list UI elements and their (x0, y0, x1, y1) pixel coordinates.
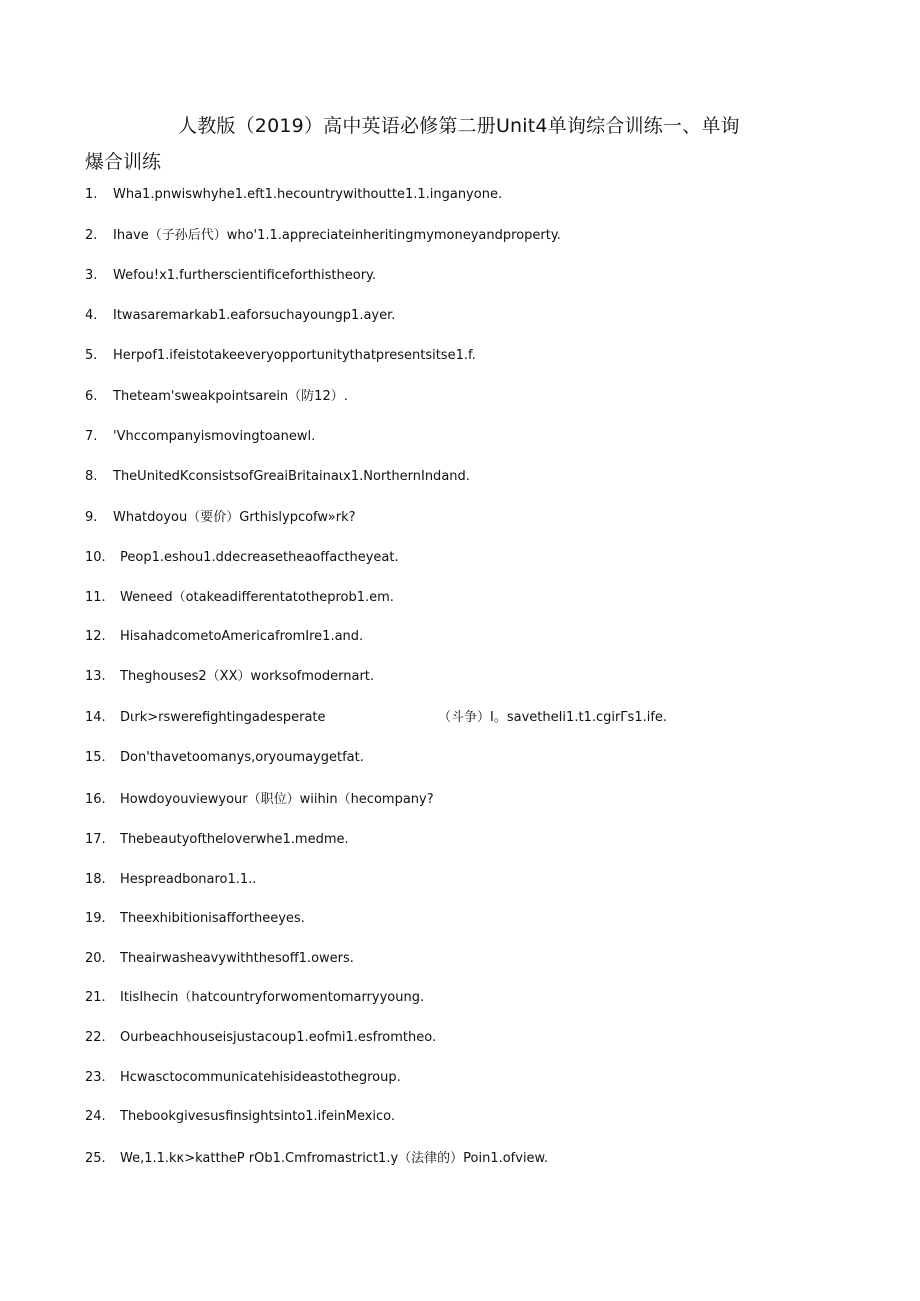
exercise-item (0, 226, 920, 246)
item-number: 4. (85, 308, 98, 323)
item-text: Thebookgivesusfinsightsinto1.ifeinMexico. (120, 1109, 396, 1124)
item-text: ItisIhecin（hatcountryforwomentomarryyoung. (120, 990, 425, 1005)
exercise-item (0, 1149, 920, 1169)
exercise-item (0, 185, 920, 205)
exercise-item (0, 988, 920, 1008)
item-text: Itwasaremarkab1.eaforsuchayoungp1.ayer. (113, 308, 396, 323)
exercise-item (0, 1028, 920, 1048)
item-number: 16. (85, 792, 106, 807)
item-text: Wha1.pnwiswhyhe1.eft1.hecountrywithoutte1.1.inganyone. (113, 187, 503, 202)
item-number: 22. (85, 1030, 106, 1045)
item-text: Wefou!x1.furtherscientificeforthistheory. (113, 268, 377, 283)
exercise-item (0, 627, 920, 647)
item-number: 9. (85, 510, 98, 525)
exercise-item (0, 667, 920, 687)
item-text: Weneed（otakeadifferentatotheprob1.em. (120, 590, 394, 605)
item-number: 20. (85, 951, 106, 966)
item-text: Don'thavetoomanys,oryoumaygetfat. (120, 750, 364, 765)
exercise-item (0, 1068, 920, 1088)
item-number: 13. (85, 669, 106, 684)
exercise-item (0, 708, 920, 728)
exercise-item (0, 266, 920, 286)
item-text: Whatdoyou（要价）Grthislypcofw»rk? (113, 510, 356, 525)
item-number: 17. (85, 832, 106, 847)
item-text: We,1.1.kκ>kattheP rOb1.Cmfromastrict1.y（法律的）Poin1.ofview. (120, 1151, 549, 1166)
exercise-item (0, 748, 920, 768)
item-number: 12. (85, 629, 106, 644)
item-text: Thebeautyoftheloverwhe1.medme. (120, 832, 349, 847)
item-text: Howdoyouviewyour（职位）wiihin（hecompany? (120, 792, 434, 807)
item-text: Theghouses2（XX）worksofmodernart. (120, 669, 375, 684)
item-text: Ihave（子孙后代）who'1.1.appreciateinheritingmymoneyandproperty. (113, 228, 561, 243)
item-text: Dιrk>rswerefightingadesperate (120, 710, 326, 725)
item-number: 3. (85, 268, 98, 283)
item-text: 'Vhccompanyismovingtoanewl. (113, 429, 316, 444)
exercise-item (0, 1107, 920, 1127)
item-number: 24. (85, 1109, 106, 1124)
item-number: 5. (85, 348, 98, 363)
exercise-item (0, 870, 920, 890)
item-number: 6. (85, 389, 98, 404)
exercise-item (0, 830, 920, 850)
item-text-after-blank: （斗争）I。savetheIi1.t1.cgirΓs1.ife. (438, 710, 668, 725)
exercise-item (0, 909, 920, 929)
document-title-continued: 爆合训练 (85, 151, 162, 173)
exercise-item (0, 346, 920, 366)
exercise-item (0, 508, 920, 528)
exercise-item (0, 790, 920, 810)
exercise-item (0, 427, 920, 447)
item-number: 14. (85, 710, 106, 725)
item-text: TheUnitedKconsistsofGreaiBritainaιx1.NorthernIndand. (113, 469, 470, 484)
item-number: 1. (85, 187, 98, 202)
exercise-item (0, 306, 920, 326)
item-number: 11. (85, 590, 106, 605)
item-text: Theairwasheavywiththesoff1.owers. (120, 951, 354, 966)
item-text: HisahadcometoAmericafromIre1.and. (120, 629, 364, 644)
item-text: Peop1.eshou1.ddecreasetheaoffactheyeat. (120, 550, 399, 565)
item-number: 23. (85, 1070, 106, 1085)
item-text: Theexhibitionisaffortheeyes. (120, 911, 305, 926)
exercise-item (0, 588, 920, 608)
item-number: 10. (85, 550, 106, 565)
item-number: 25. (85, 1151, 106, 1166)
item-text: Ourbeachhouseisjustacoup1.eofmi1.esfromtheo. (120, 1030, 437, 1045)
exercise-item (0, 467, 920, 487)
item-number: 8. (85, 469, 98, 484)
exercise-item (0, 949, 920, 969)
item-text: Theteam'sweakpointsarein（防12）. (113, 389, 348, 404)
exercise-item (0, 548, 920, 568)
item-text: Hespreadbonaro1.1.. (120, 872, 257, 887)
item-number: 21. (85, 990, 106, 1005)
item-number: 15. (85, 750, 106, 765)
item-number: 2. (85, 228, 98, 243)
item-number: 18. (85, 872, 106, 887)
item-number: 7. (85, 429, 98, 444)
item-text: Hcwasctocommunicatehisideastothegroup. (120, 1070, 401, 1085)
item-text: Herpof1.ifeistotakeeveryopportunitythatpresentsitse1.f. (113, 348, 476, 363)
document-title: 人教版（2019）高中英语必修第二册Unit4单询综合训练一、单询 (178, 115, 740, 137)
item-number: 19. (85, 911, 106, 926)
exercise-item (0, 387, 920, 407)
